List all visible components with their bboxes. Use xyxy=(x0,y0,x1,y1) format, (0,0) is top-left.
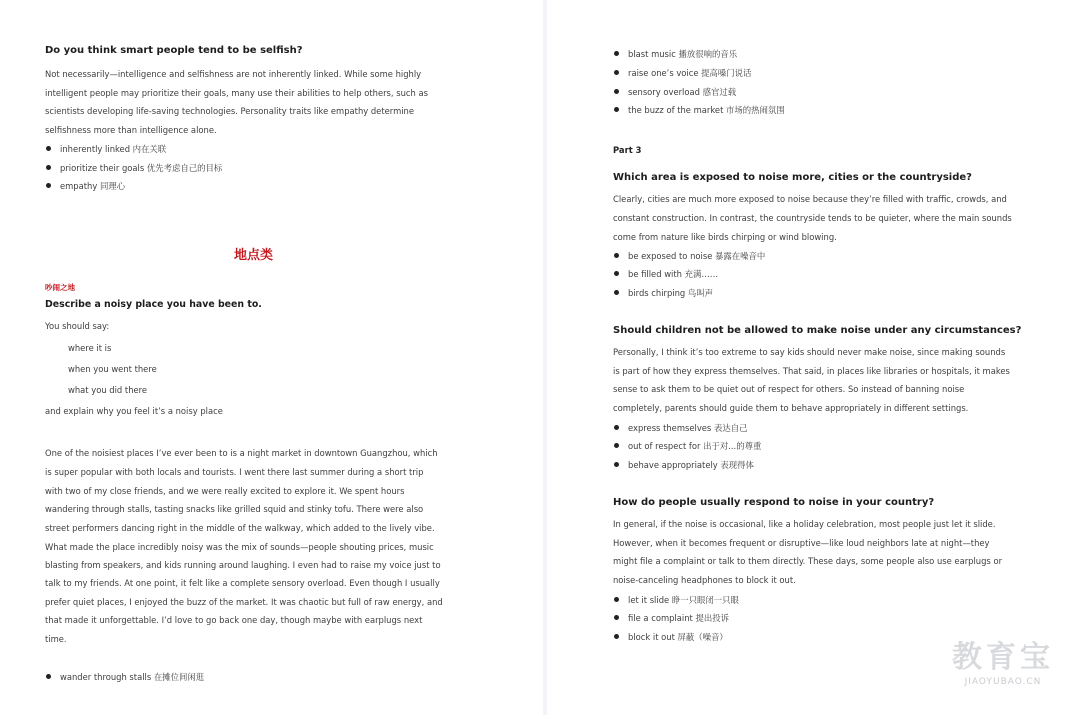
vocab-bullet: be filled with 充满…… xyxy=(628,269,719,279)
part-label: Part 3 xyxy=(613,145,642,155)
essay-line: wandering through stalls, tasting snacks like grilled squid and stinky tofu. There were also xyxy=(45,504,424,514)
essay-line: prefer quiet places, I enjoyed the buzz of the market. It was chaotic but full of raw energy, and xyxy=(45,597,443,607)
answer-line: Not necessarily—intelligence and selfishness are not inherently linked. While some highly xyxy=(45,69,422,79)
watermark-logo xyxy=(945,640,1061,688)
answer-line: come from nature like birds chirping or wind blowing. xyxy=(613,232,837,242)
answer-line: noise-canceling headphones to block it out. xyxy=(613,575,796,585)
vocab-bullet: sensory overload 感官过载 xyxy=(628,87,737,97)
answer-line: In general, if the noise is occasional, like a holiday celebration, most people just let it slide. xyxy=(613,519,996,529)
essay-line: What made the place incredibly noisy was the mix of sounds—people shouting prices, music xyxy=(45,542,434,552)
right-page xyxy=(547,0,1080,715)
cue-card-prompt: when you went there xyxy=(68,364,157,374)
question-heading: Should children not be allowed to make noise under any circumstances? xyxy=(613,325,1022,336)
cue-card-prompt: what you did there xyxy=(68,385,148,395)
answer-line: sense to ask them to be quiet out of respect for others. So instead of banning noise xyxy=(613,384,965,394)
answer-line: selfishness more than intelligence alone. xyxy=(45,125,217,135)
question-heading: Do you think smart people tend to be selfish? xyxy=(45,45,303,56)
answer-line: However, when it becomes frequent or disruptive—like loud neighbors late at night—they xyxy=(613,538,990,548)
answer-line: might file a complaint or talk to them directly. These days, some people also use earplugs or xyxy=(613,556,1003,566)
answer-line: constant construction. In contrast, the countryside tends to be quieter, where the main sounds xyxy=(613,213,1012,223)
answer-line: completely, parents should guide them to behave appropriately in different settings. xyxy=(613,403,969,413)
vocab-bullet: prioritize their goals 优先考虑自己的目标 xyxy=(60,163,223,173)
vocab-bullet: raise one’s voice 提高嗓门说话 xyxy=(628,68,752,78)
essay-line: One of the noisiest places I’ve ever been to is a night market in downtown Guangzhou, which xyxy=(45,448,438,458)
answer-line: Clearly, cities are much more exposed to noise because they’re filled with traffic, crowds, and xyxy=(613,194,1007,204)
vocab-bullet: birds chirping 鸟叫声 xyxy=(628,288,714,298)
cue-card-closing: and explain why you feel it’s a noisy place xyxy=(45,406,223,416)
answer-line: scientists developing life-saving technologies. Personality traits like empathy determine xyxy=(45,106,415,116)
vocab-bullet: let it slide 睁一只眼闭一只眼 xyxy=(628,595,739,605)
answer-line: intelligent people may prioritize their goals, many use their abilities to help others, such as xyxy=(45,88,428,98)
essay-line: is super popular with both locals and tourists. I went there last summer during a short trip xyxy=(45,467,424,477)
section-subtitle: 吵闹之地 xyxy=(45,283,75,292)
answer-line: is part of how they express themselves. That said, in places like libraries or hospitals, it makes xyxy=(613,366,1010,376)
vocab-bullet: inherently linked 内在关联 xyxy=(60,144,167,154)
vocab-bullet: be exposed to noise 暴露在噪音中 xyxy=(628,251,766,261)
vocab-bullet: file a complaint 提出投诉 xyxy=(628,613,729,623)
vocab-bullet: behave appropriately 表现得体 xyxy=(628,460,754,470)
cue-card-intro: You should say: xyxy=(45,321,110,331)
vocab-bullet: express themselves 表达自己 xyxy=(628,423,748,433)
essay-line: with two of my close friends, and we were really excited to explore it. We spent hours xyxy=(45,486,405,496)
answer-line: Personally, I think it’s too extreme to say kids should never make noise, since making sounds xyxy=(613,347,1006,357)
watermark-domain: JIAOYUBAO.CN xyxy=(964,677,1042,687)
vocab-bullet: out of respect for 出于对...的尊重 xyxy=(628,441,762,451)
vocab-bullet: blast music 播放很响的音乐 xyxy=(628,49,738,59)
essay-line: talk to my friends. At one point, it felt like a complete sensory overload. Even though I usually xyxy=(45,578,440,588)
cue-card-prompt: where it is xyxy=(68,343,112,353)
section-title: 地点类 xyxy=(234,248,274,263)
watermark-text: 教育宝 xyxy=(952,640,1054,675)
vocab-bullet: empathy 同理心 xyxy=(60,181,126,191)
vocab-bullet: wander through stalls 在摊位间闲逛 xyxy=(60,672,205,682)
vocab-bullet: block it out 屏蔽（噪音） xyxy=(628,632,728,642)
essay-line: street performers dancing right in the middle of the walkway, which added to the lively vibe. xyxy=(45,523,435,533)
cue-card-heading: Describe a noisy place you have been to. xyxy=(45,299,262,310)
essay-line: that made it unforgettable. I’d love to go back one day, though maybe with earplugs next xyxy=(45,615,423,625)
question-heading: Which area is exposed to noise more, cities or the countryside? xyxy=(613,172,972,183)
essay-line: time. xyxy=(45,634,67,644)
question-heading: How do people usually respond to noise in your country? xyxy=(613,497,935,508)
vocab-bullet: the buzz of the market 市场的热闹氛围 xyxy=(628,105,785,115)
essay-line: blasting from speakers, and kids running around laughing. I even had to raise my voice just to xyxy=(45,560,441,570)
